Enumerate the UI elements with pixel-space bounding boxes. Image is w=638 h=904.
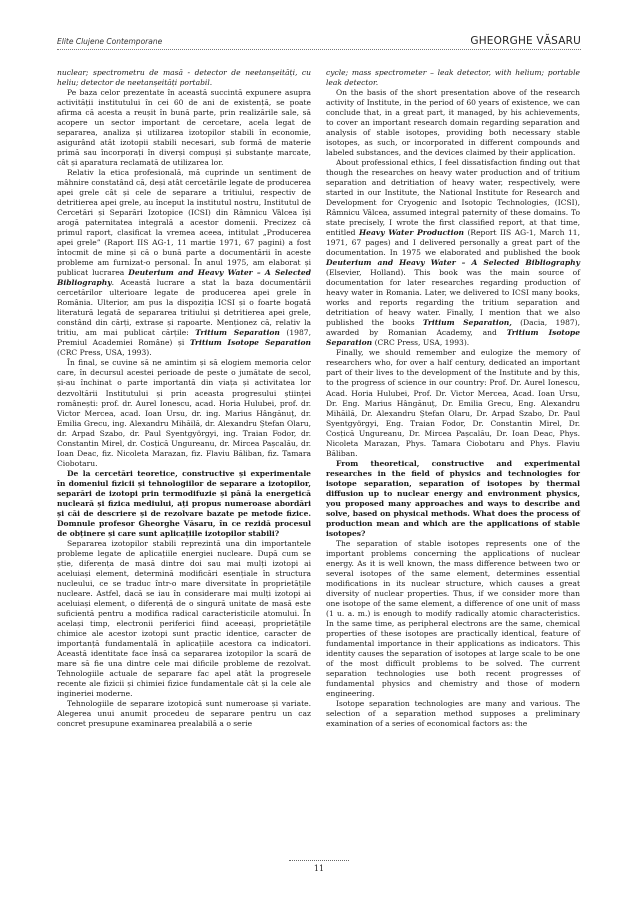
right-paragraph-3: About professional ethics, I feel dissatisfaction finding out that though the researches on heavy water production and of tritium separation and detritiation of heavy water, respectively, were started in our Institute, the National Institute for Research and Development for Cryogenic and Isotopic Technologies, (ICSI), Râmnicu Vâlcea, assumed integral paternity of these domains. To state precisely, I wrote the first classified report, at that time, entitled Heavy Water Production (Report IIS AG-1, March 11, 1971, 67 pages) and I delivered personally a great part of the documentation. In 1975 we elaborated and published the book Deuterium and Heavy Water – A Selected Bibliography (Elsevier, Holland). This book was the main source of documentation for later researches regarding production of heavy water in Romania. Later, we delivered to ICSI many books, works and reports regarding the tritium separation and detritiation of heavy water. Finally, I mention that we also published the books Tritium Separation, (Dacia, 1987), awarded by Romanian Academy, and Tritium Isotope Separation (CRC Press, USA, 1993).: [326, 158, 581, 348]
left-interview-question: De la cercetări teoretice, constructive și experimentale în domeniul fizicii și tehnologiilor de separare a izotopilor, separări de izotopi prin termodifuzie și până la energetică nucleară și fizica mediului, ați propus numeroase abordări și căi de descriere și de rezolvare bazate pe metode fizice. Domnule profesor Gheorghe Văsaru, în ce rezidă procesul de obținere și care sunt aplicațiile izotopilor stabili?: [57, 468, 311, 538]
running-header: [57, 33, 581, 50]
page-number: 11: [313, 864, 325, 873]
right-column-english: [326, 68, 580, 729]
footer-divider: [289, 860, 349, 861]
right-paragraph-4: Finally, we should remember and eulogize the memory of researchers who, for over a half century, dedicated an important part of their lives to the development of the Institute and by this, to the progress of science in our country: Prof. Dr. Aurel Ionescu, Acad. Horia Hulubei, Prof. Dr. Victor Mercea, Acad. Ioan Ursu, Dr. Eng. Marius Hângănuț, Dr. Emilia Grecu, Eng. Alexandru Mihăilă, Dr. Alexandru Ștefan Olaru, Dr. Arpad Szabo, Dr. Paul Syentgyörgyi, Eng. Traian Fodor, Dr. Constantin Mirel, Dr. Cosțică Ungureanu, Dr. Mircea Pașcalău, Dr. Ioan Deac, Phys. Nicoleta Marazan, Phys. Tamara Ciobotaru and Phys. Flaviu Băliban.: [326, 348, 580, 458]
right-paragraph-6: Isotope separation technologies are many and various. The selection of a separation method supposes a preliminary examination of a series of economical factors as: the: [326, 698, 580, 729]
left-paragraph-5: Separarea izotopilor stabili reprezintă una din importantele probleme legate de aplicațiile energiei nucleare. După cum se știe, diferența de masă dintre doi sau mai mulți izotopi ai aceluiași element, determină modificări esențiale în structura nucleului, ce se traduc într-o mare diversitate în proprietățile nucleare. Astfel, dacă se iau în considerare mai mulți izotopi ai aceluiași element, o diferență de o singură unitate de masă este suficientă pentru a modifica radical caracteristicile atomului. În același timp, electronii periferici fiind aceeași, proprietățile chimice ale acestor izotopi sunt practic identice, caracter de importanță fundamentală în aplicațiile acestora ca indicatori. Această identitate face însă ca separarea izotopilor la scară de mare să fie una dintre cele mai dificile probleme de rezolvat. Tehnologiile actuale de separare fac apel atât la progresele recente ale fizicii și chimiei fizice fundamentale cât și la cele ale ingineriei moderne.: [57, 538, 311, 698]
left-paragraph-3: Relativ la etica profesională, mă cuprinde un sentiment de mâhnire constatând că, deși atât cercetările legate de producerea apei grele cât și cele de separare a tritiului, respectiv de detritierea apei grele, au început la institutul nostru, Institutul de Cercetări și Separări Izotopice (ICSI) din Râmnicu Vâlcea își arogă paternitatea integrală a acestor domenii. Precizez că primul raport, clasificat la vremea aceea, intitulat „Producerea apei grele” (Raport IIS AG-1, 11 martie 1971, 67 pagini) a fost întocmit de mine și că o bună parte a documentării în aceste probleme am furnizat-o personal. În anul 1975, am elaborat și publicat lucrarea Deuterium and Heavy Water – A Selected Bibliography. Această lucrare a stat la baza documentării cercetărilor ulterioare legate de producerea apei grele în România. Ulterior, am pus la dispoziția ICSI și o foarte bogată literatură legată de separarea tritiului și detritierea apei grele, constând din cărți, extrase și rapoarte. Menționez că, relativ la tritiu, am mai publicat cărțile: Tritium Separation (1987, Premiul Academiei Române) și Tritium Isotope Separation (CRC Press, USA, 1993).: [57, 168, 312, 358]
right-interview-question: From theoretical, constructive and experimental researches in the field of physics and technologies for isotope separation, separation of isotopes by thermal diffusion up to nuclear energy and environment physics, you proposed many approaches and ways to describe and solve, based on physical methods. What does the process of production mean and which are the applications of stable isotopes?: [326, 458, 580, 538]
left-paragraph-6: Tehnologiile de separare izotopică sunt numeroase și variate. Alegerea unui anumit procedeu de separare pentru un caz concret presupune examinarea prealabilă a o serie: [57, 698, 311, 729]
right-paragraph-2: On the basis of the short presentation above of the research activity of Institute, in the period of 60 years of existence, we can conclude that, in a great part, it managed, by his achievements, to cover an important research domain regarding separation and analysis of stable isotopes, providing both necessary stable isotopes, as such, or incorporated in different compounds and labeled substances, and the devices claimed by their application.: [326, 88, 580, 158]
left-column-romanian: [57, 68, 311, 729]
journal-title: Elite Clujene Contemporane: [57, 37, 163, 46]
author-name: GHEORGHE VĂSARU: [470, 35, 581, 47]
left-paragraph-2: Pe baza celor prezentate în această succintă expunere asupra activității institutului în cei 60 de ani de existență, se poate afirma că acesta a reușit în bună parte, prin realizările sale, să acopere un sector important de cercetare, acela legat de separarea, analiza și utilizarea izotopilor stabili în economie, asigurând atât izotopii stabili necesari, sub formă de materie primă sau încorporați în diverși compuși și substanțe marcate, cât și aparatura reclamată de utilizarea lor.: [57, 88, 311, 168]
left-paragraph-1: nuclear; spectrometru de masă - detector de neetanșeități, cu heliu; detector de neetanșeități portabil.: [57, 68, 311, 88]
right-paragraph-5: The separation of stable isotopes represents one of the important problems concerning the applications of nuclear energy. As it is well known, the mass difference between two or several isotopes of the same element, determines essential modifications in its nuclear structure, which causes a great diversity of nuclear properties. Thus, if we consider more than one isotope of the same element, a difference of one unit of mass (1 u. a. m.) is enough to modify radically atomic characteristics. In the same time, as peripheral electrons are the same, chemical properties of these isotopes are practically identical, feature of fundamental importance in their applications as indicators. This identity causes the separation of isotopes at large scale to be one of the most difficult problems to be solved. The current separation technologies use both recent progresses of fundamental physics and chemistry and those of modern engineering.: [326, 538, 580, 698]
right-paragraph-1: cycle; mass spectrometer – leak detector, with helium; portable leak detector.: [326, 68, 580, 88]
page-footer: [0, 860, 638, 873]
left-paragraph-4: În final, se cuvine să ne amintim și să elogiem memoria celor care, în decursul acestei perioade de peste o jumătate de secol, și-au închinat o parte importantă din viața și activitatea lor dezvoltării Institutului și prin aceasta progresului științei românești: prof. dr. Aurel Ionescu, acad. Horia Hulubei, prof. dr. Victor Mercea, acad. Ioan Ursu, dr. ing. Marius Hângănuț, dr. Emilia Grecu, ing. Alexandru Mihăilă, dr. Alexandru Ștefan Olaru, dr. Arpad Szabo, dr. Paul Syentgyörgyi, ing. Traian Fodor, dr. Constantin Mirel, dr. Cosțică Ungureanu, dr. Mircea Pașcalău, dr. Ioan Deac, fiz. Nicoleta Marazan, fiz. Flaviu Băliban, fiz. Tamara Ciobotaru.: [57, 358, 311, 468]
